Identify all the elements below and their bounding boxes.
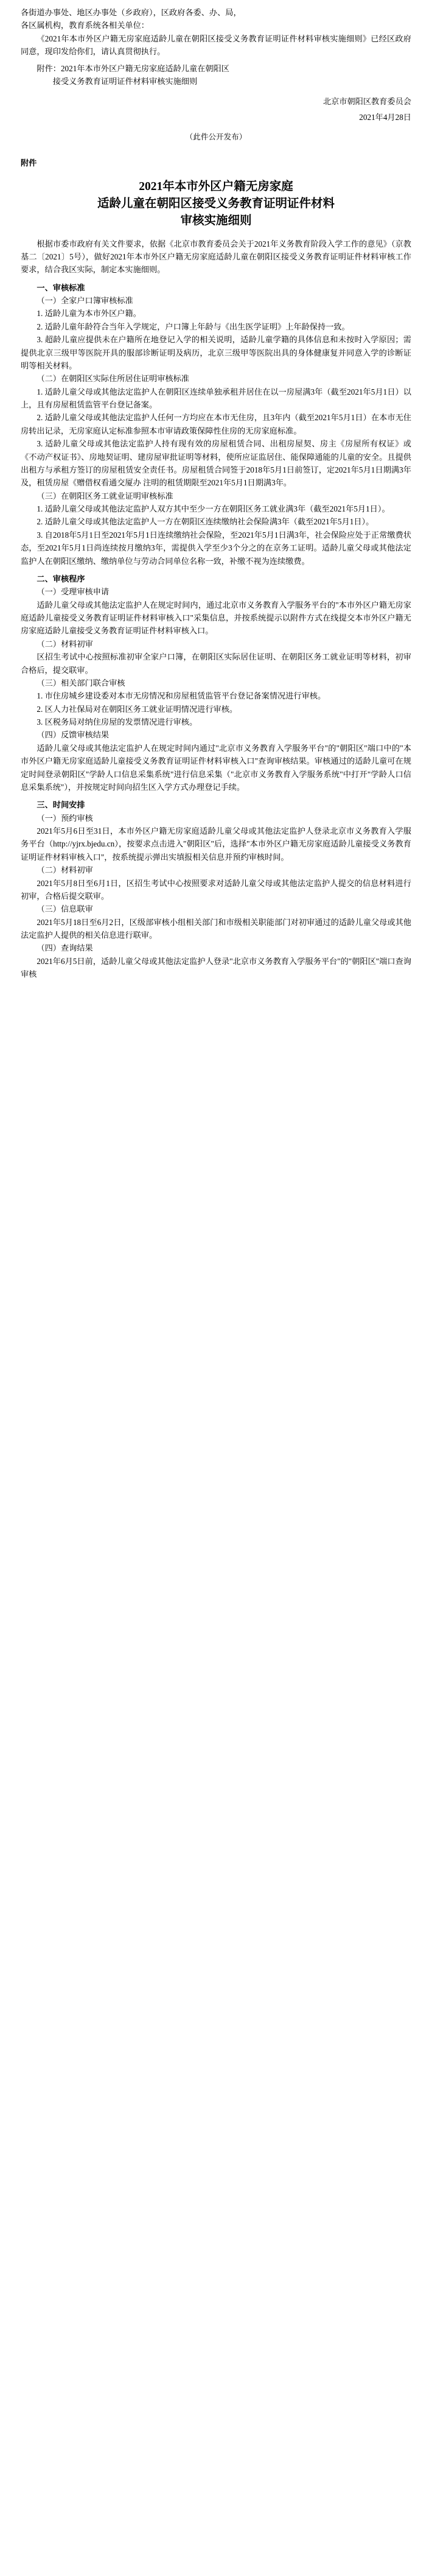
attachment-label: 附件 [21, 158, 37, 168]
section-subheading: （一）预约审核 [37, 813, 93, 823]
header-line-2: 各区属机构，教育系统各相关单位： [21, 21, 149, 30]
section-paragraph: 适龄儿童父母或其他法定监护人在规定时间内，通过北京市义务教育入学服务平台的"本市外区户籍无房家庭适龄儿童接受义务教育证明证件材料审核入口"采集信息，并按系统提示以附件方式在线提交本市外区户籍无房家庭适龄儿童接受义务教育证明证件材料审核入口。 [21, 600, 411, 636]
document-title-line-1: 2021年本市外区户籍无房家庭 [139, 180, 293, 193]
attachment-intro-line-1: 附件：2021年本市外区户籍无房家庭适龄儿童在朝阳区 [37, 63, 229, 73]
section-subheading: （四）反馈审核结果 [37, 730, 110, 740]
section-paragraph: 3. 超龄儿童应提供未在户籍所在地登记入学的相关说明，适龄儿童学籍的具体信息和未按时入学原因；需提供北京三级甲等医院开具的服部诊断证明及病历，北京三级甲等医院出具的身体健康复并同意入学的诊断证明等相关材料。 [21, 335, 411, 370]
section-paragraph: 适龄儿童父母或其他法定监护人在规定时间内通过"北京市义务教育入学服务平台"的"朝阳区"端口中的"本市外区户籍无房家庭适龄儿童接受义务教育证明证件材料审核入口"查询审核结果。审核通过的适龄儿童可在规定时间登录朝阳区"学龄人口信息采集系统"进行信息采集（"北京市义务教育入学服务系统"中打开"学龄人口信息采集系统"），并按规定时间向招生区入学方式办理登记手续。 [21, 743, 411, 792]
section-paragraph: 3. 适龄儿童父母或其他法定监护人持有现有效的房屋租赁合同、出租房屋契、房主《房屋所有权证》或《不动产权证书》、房地契证明、建房屋审批证明等材料，使所应证监居住、能保障通能的儿童的安全。且提供出租方与承租方签订的房屋租赁安全责任书。房屋租赁合同签于2018年5月1日前签订，定2021年5月1日期满3年及，租赁房屋《赠借权看通交厦办 注明的租赁期限至2021年5月1日期满3年。 [21, 439, 411, 488]
section-subheading: （三）相关部门联合审核 [37, 678, 125, 688]
section-subheading: （二）材料初审 [37, 639, 93, 649]
document-title-line-2: 适龄儿童在朝阳区接受义务教育证明证件材料 [97, 197, 335, 211]
attachment-intro-line-2: 接受义务教育证明证件材料审核实施细则 [52, 76, 198, 86]
section-paragraph: 3. 区税务局对纳住房屋的发票情况进行审核。 [37, 717, 198, 727]
section-subheading: （一）受理审核申请 [37, 587, 110, 597]
document-title-line-3: 审核实施细则 [180, 214, 252, 228]
section-paragraph: 3. 自2018年5月1日至2021年5月1日连续缴纳社会保险，至2021年5月1日满3年，社会保险应处于正常缴费状态，至2021年5月1日尚连续按月缴纳3年，需提供入学至少3个分之的在京务工证明。适龄儿童父母或其他法定监护人在朝阳区缴纳、缴纳单位与劳动合同单位名称一致，补缴不视为连续缴费。 [21, 530, 411, 566]
document-page [0, 0, 432, 999]
section-paragraph: 2. 适龄儿童父母或其他法定监护人一方在朝阳区连续缴纳社会保险满3年（截至2021年5月1日）。 [37, 517, 374, 527]
header-quote: 《2021年本市外区户籍无房家庭适龄儿童在朝阳区接受义务教育证明证件材料审核实施细则》已经区政府同意，现印发给你们，请认真贯彻执行。 [21, 33, 411, 57]
preamble: 根据市委市政府有关文件要求，依据《北京市教育委员会关于2021年义务教育阶段入学工作的意见》（京教基二〔2021〕5号），做好2021年本市外区户籍无房家庭适龄儿童在朝阳区接受义务教育证明证件材料审核工作要求，结合我区实际，制定本实施细则。 [21, 239, 411, 275]
section-paragraph: 1. 市住房城乡建设委对本市无房情况和房屋租赁监管平台登记备案情况进行审核。 [37, 691, 326, 701]
section-heading: 三、时间安排 [37, 800, 85, 810]
section-paragraph: 1. 适龄儿童为本市外区户籍。 [37, 309, 141, 318]
issue-date: 2021年4月28日 [359, 112, 411, 122]
section-heading: 二、审核程序 [37, 574, 85, 583]
publish-note: （此件公开发布） [185, 133, 247, 141]
section-paragraph: 区招生考试中心按照标准初审全家户口簿，在朝阳区实际居住证明、在朝阳区务工就业证明等材料，初审合格后，提交联审。 [21, 652, 411, 675]
document-title [21, 178, 411, 230]
section-paragraph: 1. 适龄儿童父母或其他法定监护人双方其中至少一方在朝阳区务工就业满3年（截至2021年5月1日）。 [37, 504, 390, 514]
section-subheading: （二）在朝阳区实际住所居住证明审核标准 [37, 374, 189, 384]
section-paragraph: 2021年5月8日至6月1日，区招生考试中心按照要求对适龄儿童父母或其他法定监护人提交的信息材料进行初审，合格后提交联审。 [21, 878, 411, 901]
section-subheading: （四）查询结果 [37, 943, 93, 953]
section-paragraph: 2021年5月18日至6月2日，区级部审核小组相关部门和市级相关职能部门对初审通过的适龄儿童父母或其他法定监护人提供的相关信息进行联审。 [21, 917, 411, 940]
section-subheading: （一）全家户口簿审核标准 [37, 296, 133, 306]
section-subheading: （三）在朝阳区务工就业证明审核标准 [37, 491, 173, 501]
section-paragraph: 2. 适龄儿童父母或其他法定监护人任何一方均应在本市无住房，且3年内（截至2021年5月1日）在本市无住房转出记录，无房家庭认定标准参照本市审请政策保障性住房的无房家庭标准。 [21, 413, 411, 435]
section-paragraph: 2. 适龄儿童年龄符合当年入学规定，户口簿上年龄与《出生医学证明》上年龄保持一致。 [37, 322, 350, 331]
section-subheading: （三）信息联审 [37, 904, 93, 914]
section-paragraph: 1. 适龄儿童父母或其他法定监护人在朝阳区连续单独承租并居住在以一房屋满3年（截至2021年5月1日）以上，且有房屋租赁监管平台登记备案。 [21, 387, 411, 410]
section-subheading: （二）材料初审 [37, 865, 93, 875]
section-heading: 一、审核标准 [37, 283, 85, 292]
section-paragraph: 2. 区人力社保局对在朝阳区务工就业证明情况进行审核。 [37, 704, 238, 714]
header-line-1: 各街道办事处、地区办事处（乡政府），区政府各委、办、局， [21, 8, 242, 17]
issuer: 北京市朝阳区教育委员会 [322, 97, 411, 107]
section-paragraph: 2021年5月6日至31日，本市外区户籍无房家庭适龄儿童父母或其他法定监护人登录北京市义务教育入学服务平台（http://yjrx.bjedu.cn），按要求点击进入"朝阳区"后，选择"本市外区户籍无房家庭适龄儿童接受义务教育证明证件材料审核入口"，按系统提示弹出实填报相关信息并预约审核时间。 [21, 826, 411, 862]
section-paragraph: 2021年6月5日前，适龄儿童父母或其他法定监护人登录"北京市义务教育入学服务平台"的"朝阳区"端口查询审核 [21, 956, 411, 979]
